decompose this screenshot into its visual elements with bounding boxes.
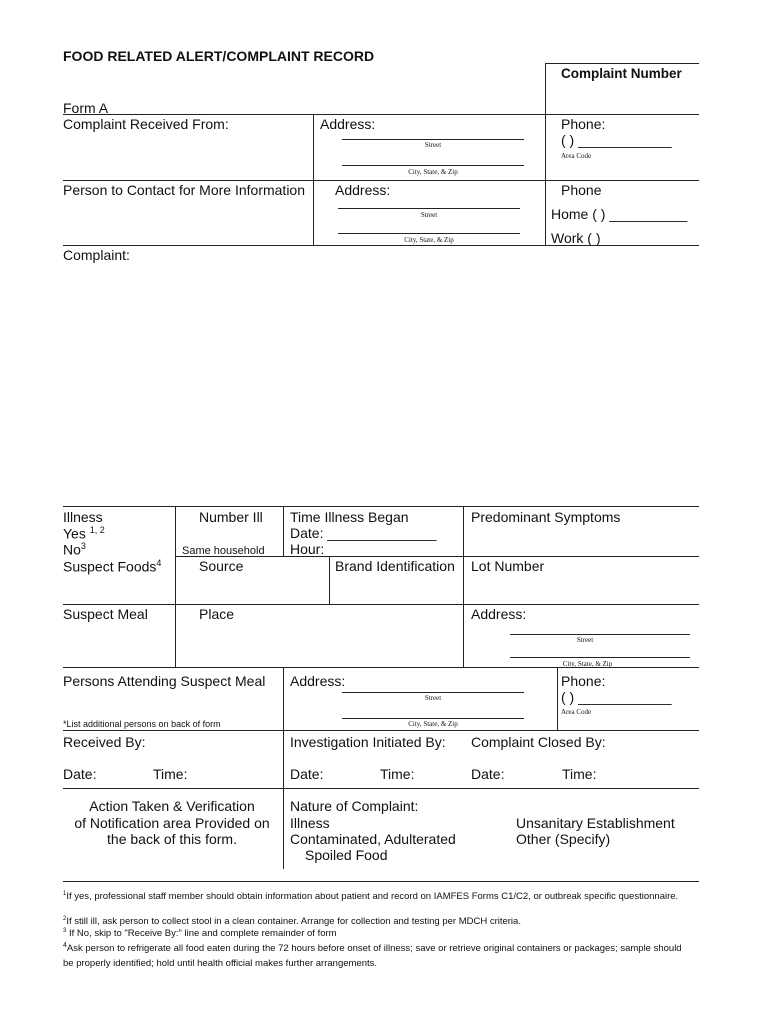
divider [545, 180, 546, 245]
divider [175, 556, 699, 557]
street-caption: Street [424, 141, 442, 149]
street-caption: Street [424, 694, 442, 702]
investigation-date-field[interactable]: Date: [290, 766, 324, 782]
other-option-label: Other (Specify) [516, 831, 611, 847]
complaint-number-label: Complaint Number [561, 66, 682, 81]
persons-address-label: Address: [290, 673, 346, 689]
city-caption: City, State, & Zip [562, 660, 613, 668]
city-line[interactable] [510, 657, 690, 658]
complaint-text-area[interactable] [63, 266, 699, 504]
nature-contaminated-option[interactable] [290, 831, 456, 847]
footnote-text: If still ill, ask person to collect stool in a clean container. Arrange for collection and testing per MDCH criteria. [66, 916, 521, 928]
symptoms-blank[interactable]: ________ [606, 541, 669, 557]
divider [63, 114, 699, 115]
place-label: Place [199, 606, 235, 622]
received-from-address-label: Address: [320, 116, 376, 132]
footnote-text: Ask person to refrigerate all food eaten during the 72 hours before onset of illness; save or retrieve original containers or packages; sample should be properly identified; hold until health official makes further arrangements. [63, 943, 682, 970]
street-caption: Street [420, 211, 438, 219]
city-caption: City, State, & Zip [408, 168, 458, 176]
divider [545, 114, 546, 180]
additional-persons-note: *List additional persons on back of form [63, 719, 221, 729]
divider [175, 506, 176, 667]
illness-no-option[interactable] [63, 541, 86, 558]
persons-phone-field[interactable]: ( ) ____________ [561, 689, 672, 705]
illness-yes-option[interactable] [63, 525, 105, 542]
divider [313, 180, 314, 245]
complaint-closed-label: Complaint Closed By: [471, 734, 606, 750]
action-taken-note [63, 798, 281, 848]
footnote-1 [63, 888, 693, 904]
brand-label: Brand Identification [335, 558, 455, 574]
divider [313, 114, 314, 180]
divider [329, 556, 330, 604]
nature-other-option[interactable] [516, 831, 610, 847]
footnote-mark: 3 [63, 928, 67, 934]
same-household-label: Same household [182, 545, 265, 557]
date-field[interactable]: Date: ______________ [290, 525, 437, 541]
footnote-text: If No, skip to "Receive By:" line and complete remainder of form [68, 928, 337, 940]
divider [63, 881, 699, 882]
street-caption: Street [576, 636, 594, 644]
form-label: Form A [63, 100, 109, 116]
spoiled-food-label: Spoiled Food [305, 847, 388, 863]
street-line[interactable] [342, 692, 524, 693]
divider [63, 180, 699, 181]
footnote-4 [63, 938, 693, 971]
divider [283, 667, 284, 869]
received-from-phone-label: Phone: [561, 116, 606, 132]
persons-phone-label: Phone: [561, 673, 606, 689]
contact-phone-label: Phone [561, 182, 602, 198]
divider [557, 667, 558, 730]
suspect-foods-text: Suspect Foods [63, 558, 157, 575]
footnote-mark: 2 [63, 916, 67, 922]
complaint-number-box-left [545, 63, 546, 115]
investigation-time-field[interactable]: Time: [380, 766, 415, 782]
nature-unsanitary-option[interactable] [516, 815, 675, 831]
suspect-foods-label [63, 558, 161, 575]
city-line[interactable] [338, 233, 520, 234]
divider [63, 788, 699, 789]
nature-illness-option[interactable] [290, 815, 330, 831]
unsanitary-option-label: Unsanitary Establishment [516, 815, 675, 831]
city-line[interactable] [342, 718, 524, 719]
page-title: FOOD RELATED ALERT/COMPLAINT RECORD [63, 48, 375, 64]
persons-attending-label: Persons Attending Suspect Meal [63, 673, 266, 689]
divider [63, 506, 699, 507]
source-label: Source [199, 558, 244, 574]
footnote-ref: 3 [80, 541, 86, 551]
received-from-label: Complaint Received From: [63, 116, 229, 132]
home-phone-field[interactable]: Home ( ) __________ [551, 206, 688, 222]
divider [63, 604, 699, 605]
divider [63, 730, 699, 731]
footnote-mark: 4 [63, 942, 67, 949]
complaint-label: Complaint: [63, 247, 130, 263]
street-line[interactable] [342, 139, 524, 140]
closed-time-field[interactable]: Time: [562, 766, 597, 782]
footnote-ref: 4 [156, 558, 162, 568]
city-caption: City, State, & Zip [404, 236, 454, 244]
nature-label: Nature of Complaint: [290, 798, 419, 814]
divider [63, 667, 699, 668]
lot-number-label: Lot Number [471, 558, 545, 574]
contact-address-label: Address: [335, 182, 391, 198]
complaint-number-box-top [545, 63, 699, 64]
street-line[interactable] [510, 634, 690, 635]
area-code-caption: Area Code [561, 152, 592, 160]
divider [463, 506, 464, 556]
footnote-text: If yes, professional staff member should obtain information about patient and record on IAMFES Forms C1/C2, or outbreak specific questionnaire. [66, 891, 679, 903]
received-by-label: Received By: [63, 734, 146, 750]
suspect-meal-label: Suspect Meal [63, 606, 148, 622]
closed-date-field[interactable]: Date: [471, 766, 505, 782]
divider [463, 556, 464, 604]
street-line[interactable] [338, 208, 520, 209]
symptoms-label: Predominant Symptoms [471, 509, 621, 525]
footnote-ref: 1, 2 [89, 525, 105, 535]
same-household-option[interactable] [182, 543, 265, 557]
contaminated-option-label: Contaminated, Adulterated [290, 831, 456, 847]
illness-label: Illness [63, 509, 103, 525]
contact-label: Person to Contact for More Information [63, 182, 305, 198]
divider [463, 604, 464, 667]
suspect-meal-address-label: Address: [471, 606, 527, 622]
work-phone-field[interactable]: Work ( ) __________ [551, 230, 683, 246]
action-line-3: the back of this form. [107, 831, 237, 847]
received-time-field[interactable]: Time: [153, 766, 188, 782]
received-from-phone-field[interactable]: ( ) ____________ [561, 132, 672, 148]
yes-label: Yes [63, 525, 86, 542]
hour-field[interactable]: Hour: ______________ [290, 541, 438, 557]
action-line-2: of Notification area Provided on [74, 814, 270, 831]
footnote-mark: 1 [63, 891, 67, 897]
no-label: No [63, 541, 81, 558]
divider [63, 245, 699, 246]
number-ill-label: Number Ill [199, 509, 263, 525]
divider [283, 506, 284, 556]
city-caption: City, State, & Zip [408, 720, 458, 728]
illness-option-label: Illness [290, 815, 330, 831]
investigation-label: Investigation Initiated By: [290, 734, 446, 750]
action-line-1: Action Taken & Verification [89, 798, 255, 814]
received-date-field[interactable]: Date: [63, 766, 97, 782]
city-line[interactable] [342, 165, 524, 166]
time-began-label: Time Illness Began [290, 509, 409, 525]
area-code-caption: Area Code [561, 708, 592, 716]
